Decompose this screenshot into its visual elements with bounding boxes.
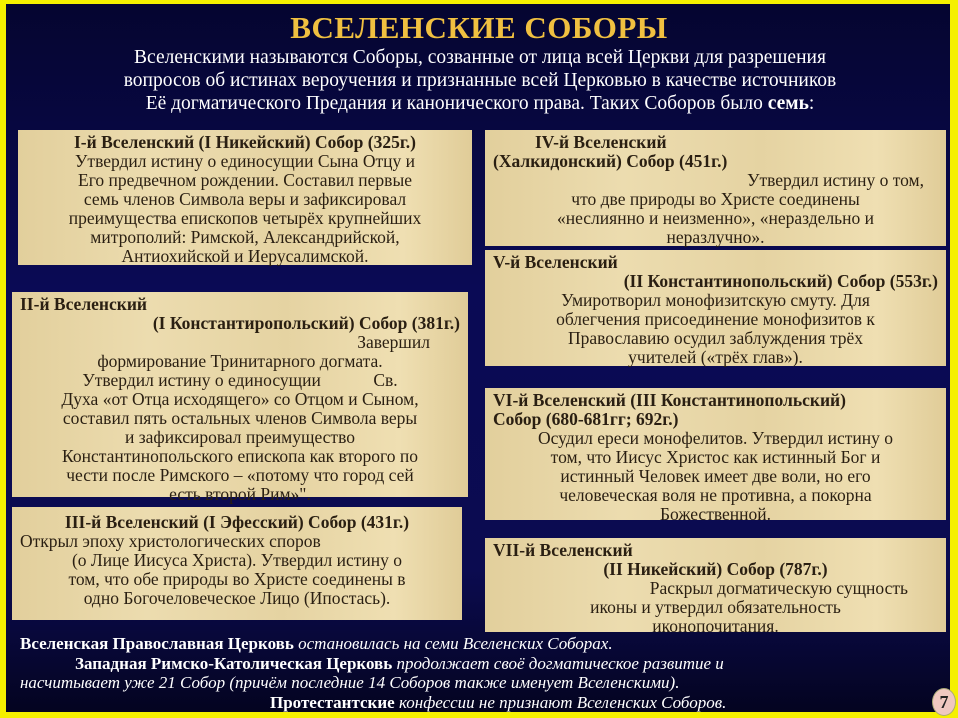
intro-text (40, 46, 920, 115)
council-heading: (I Константиропольский) Собор (381г.) (152, 313, 460, 333)
page-title: ВСЕЛЕНСКИЕ СОБОРЫ (290, 10, 668, 45)
council-heading: (Халкидонский) Собор (451г.) (493, 151, 728, 171)
council-card-7: VII-й Вселенский (II Никейский) Собор (787г.) Раскрыл догматическую сущность иконы и утвердил обязательность иконопочитания. (485, 538, 946, 632)
council-heading: Собор (680-681гг; 692г.) (493, 409, 679, 429)
council-heading: IV-й Вселенский (535, 132, 667, 152)
council-heading: I-й Вселенский (I Никейский) Собор (325г.) (73, 132, 417, 152)
intro-emphasis: семь (767, 93, 809, 114)
council-card-3: III-й Вселенский (I Эфесский) Собор (431г.) Открыл эпоху христологических споров (о Лице Иисуса Христа). Утвердил истину о том, что обе природы во Христе соединены в одно Богочеловеческое Лицо (Ипостась). (12, 507, 462, 620)
council-card-6: VI-й Вселенский (III Константинопольский) Собор (680-681гг; 692г.) Осудил ереси монофелитов. Утвердил истину о том, что Иисус Христос как истинный Бог и истинный Человек имеет две воли, но его человеческая воля не противна, а покорна Божественной. (485, 388, 946, 520)
council-card-4: IV-й Вселенский (Халкидонский) Собор (451г.) Утвердил истину о том, что две природы во Христе соединены «неслиянно и неизменно», «нераздельно и неразлучно». (485, 130, 946, 246)
council-heading: VII-й Вселенский (493, 540, 633, 560)
council-card-1: I-й Вселенский (I Никейский) Собор (325г.) Утвердил истину о единосущии Сына Отцу и Его предвечном рождении. Составил первые семь членов Символа веры и зафиксировал преимущества епископов четырёх крупнейших митрополий: Римской, Александрийской, Антиохийской и Иерусалимской. (18, 130, 472, 265)
page-number: 7 (932, 688, 956, 716)
council-heading: II-й Вселенский (20, 294, 148, 314)
intro-line: вопросов об истинах вероучения и признанные всей Церковью в качестве источников (123, 70, 837, 91)
council-card-2: II-й Вселенский (I Константиропольский) Собор (381г.) Завершил формирование Тринитарного догмата. Утвердил истину о единосущии Св. Духа «от Отца исходящего» со Отцом и Сыном, составил пять остальных членов Символа веры и зафиксировал преимущество Константинопольского епископа как второго по чести после Римского – «потому что город сей есть второй Рим»". (12, 292, 468, 497)
council-card-5: V-й Вселенский (II Константинопольский) Собор (553г.) Умиротворил монофизитскую смуту. Для облегчения присоединение монофизитов к Православию осудил заблуждения трёх учителей («трёх глав»). (485, 250, 946, 366)
intro-line: Её догматического Предания и канонического права. Таких Соборов было семь: (145, 93, 815, 114)
council-heading: (II Никейский) Собор (787г.) (603, 559, 828, 579)
council-heading: III-й Вселенский (I Эфесский) Собор (431г.) (64, 512, 410, 532)
intro-line: Вселенскими называются Соборы, созванные от лица всей Церкви для разрешения (134, 47, 826, 68)
council-heading: (II Константинопольский) Собор (553г.) (623, 271, 938, 291)
council-heading: VI-й Вселенский (III Константинопольский) (493, 390, 846, 410)
council-heading: V-й Вселенский (493, 252, 618, 272)
conclusion-text: Вселенская Православная Церковь остановилась на семи Вселенских Соборах. Западная Римско-Католическая Церковь продолжает своё догматическое развитие и насчитывает уже 21 Собор (причём последние 14 Соборов также именует Вселенскими). Протестантские конфессии не признают Вселенских Соборов. (20, 634, 727, 712)
